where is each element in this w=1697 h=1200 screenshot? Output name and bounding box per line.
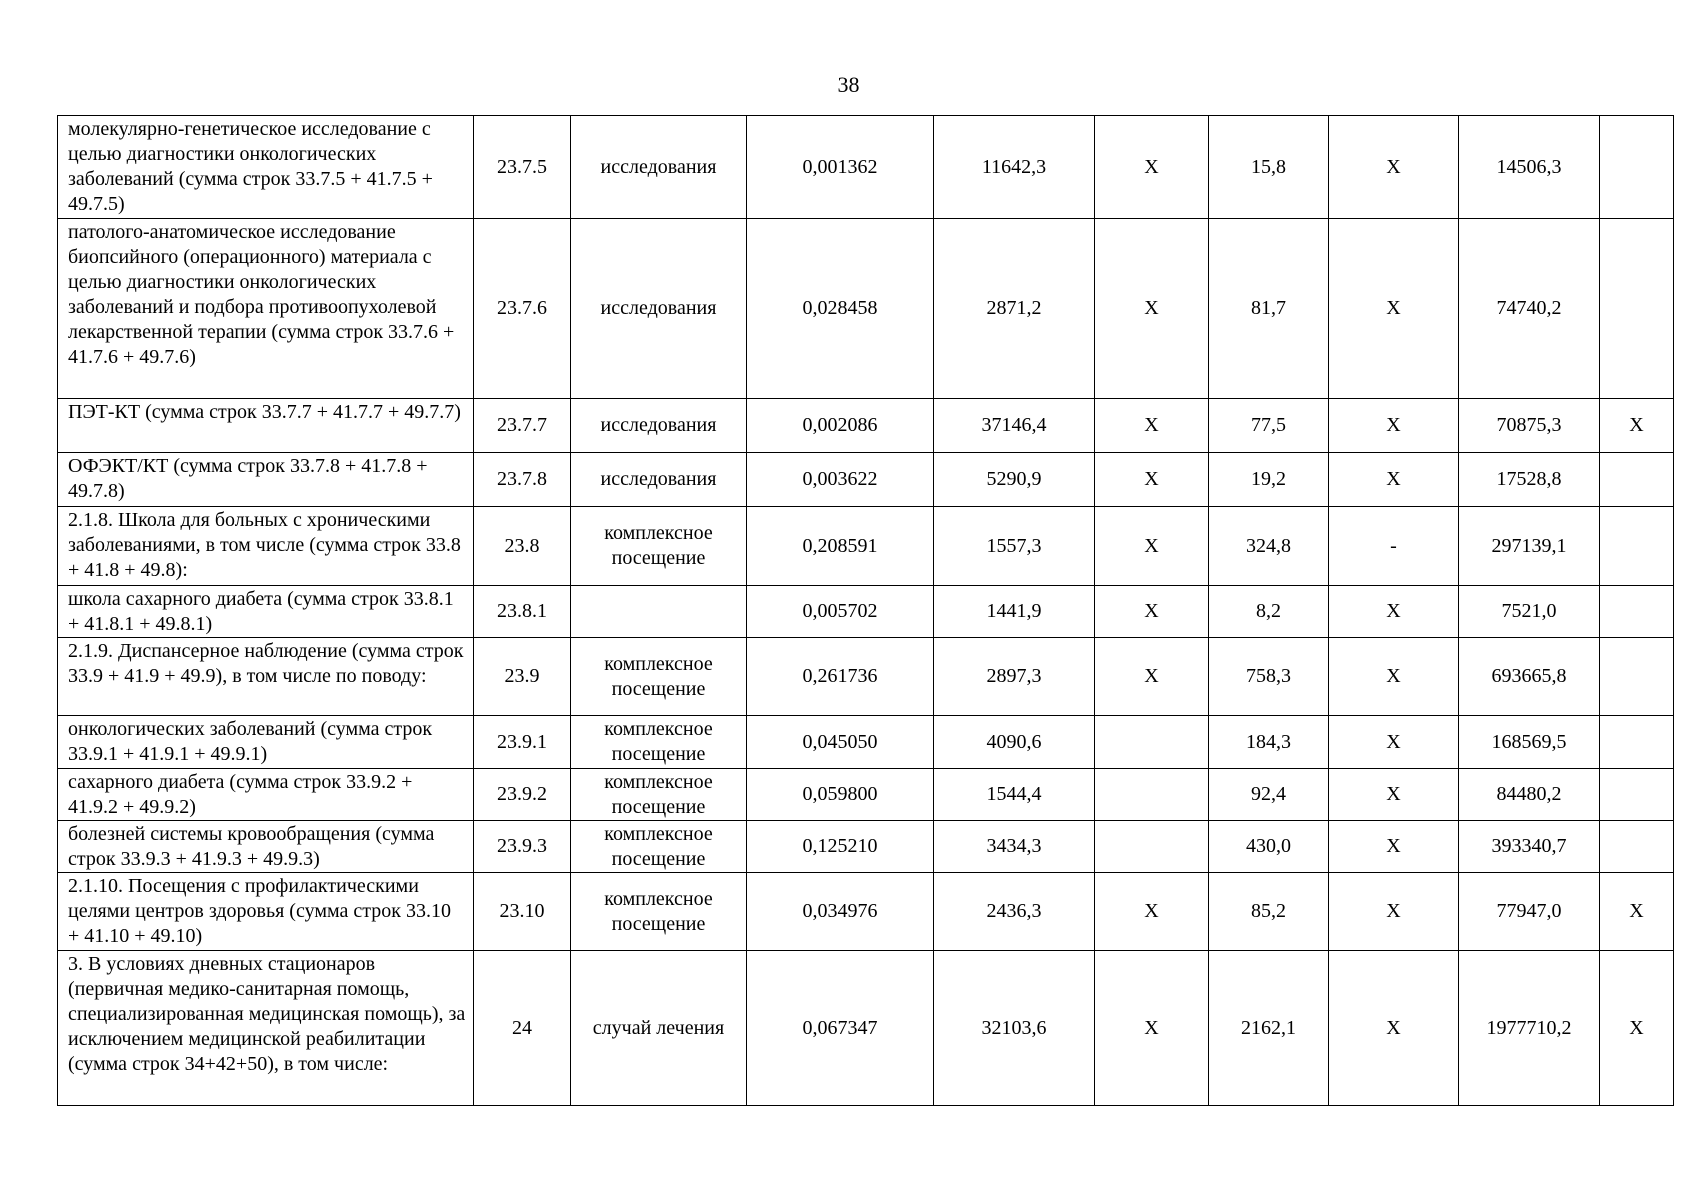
row-code-cell: 23.8 [474,507,571,586]
row-norm-cell: 0,045050 [747,716,934,769]
row-unit-cell: комплексное посещение [571,873,747,951]
row-col7-cell: 2162,1 [1209,951,1329,1106]
row-name-cell: онкологических заболеваний (сумма строк 33.9.1 + 41.9.1 + 49.9.1) [58,716,474,769]
row-col9-cell: 17528,8 [1459,453,1600,507]
table-row [58,638,1674,716]
row-col7-cell: 758,3 [1209,638,1329,716]
row-col8-cell: Х [1329,586,1459,638]
row-norm-cell: 0,028458 [747,219,934,399]
row-col9-cell: 693665,8 [1459,638,1600,716]
table-row [58,453,1674,507]
row-col7-cell: 92,4 [1209,769,1329,821]
row-cost-cell: 11642,3 [934,116,1095,219]
row-name-cell: 2.1.9. Диспансерное наблюдение (сумма строк 33.9 + 41.9 + 49.9), в том числе по поводу: [58,638,474,716]
row-col7-cell: 8,2 [1209,586,1329,638]
row-cost-cell: 32103,6 [934,951,1095,1106]
row-norm-cell: 0,034976 [747,873,934,951]
row-norm-cell: 0,067347 [747,951,934,1106]
row-norm-cell: 0,059800 [747,769,934,821]
row-col9-cell: 84480,2 [1459,769,1600,821]
row-name-cell: 2.1.10. Посещения с профилактическими целями центров здоровья (сумма строк 33.10 + 41.10 + 49.10) [58,873,474,951]
row-col10-cell: Х [1600,873,1674,951]
table-row [58,716,1674,769]
row-unit-cell: исследования [571,399,747,453]
row-col7-cell: 184,3 [1209,716,1329,769]
row-col8-cell: Х [1329,769,1459,821]
row-name-cell: патолого-анатомическое исследование биопсийного (операционного) материала с целью диагностики онкологических заболеваний и подбора противоопухолевой лекарственной терапии (сумма строк 33.7.6 + 41.7.6 + 49.7.6) [58,219,474,399]
row-code-cell: 23.10 [474,873,571,951]
row-col6-cell [1095,769,1209,821]
row-col6-cell: Х [1095,586,1209,638]
table-row [58,769,1674,821]
row-col6-cell: Х [1095,507,1209,586]
table-row [58,951,1674,1106]
row-col10-cell [1600,821,1674,873]
row-code-cell: 23.7.8 [474,453,571,507]
row-norm-cell: 0,261736 [747,638,934,716]
row-col8-cell: Х [1329,716,1459,769]
row-col6-cell: Х [1095,951,1209,1106]
table-row [58,219,1674,399]
row-col7-cell: 77,5 [1209,399,1329,453]
row-col10-cell [1600,507,1674,586]
row-name-cell: сахарного диабета (сумма строк 33.9.2 + 41.9.2 + 49.9.2) [58,769,474,821]
row-name-cell: ОФЭКТ/КТ (сумма строк 33.7.8 + 41.7.8 + 49.7.8) [58,453,474,507]
row-col6-cell: Х [1095,116,1209,219]
table-row [58,873,1674,951]
row-col6-cell: Х [1095,638,1209,716]
row-cost-cell: 1557,3 [934,507,1095,586]
row-col8-cell: Х [1329,219,1459,399]
row-cost-cell: 4090,6 [934,716,1095,769]
row-name-cell: ПЭТ-КТ (сумма строк 33.7.7 + 41.7.7 + 49.7.7) [58,399,474,453]
row-cost-cell: 2897,3 [934,638,1095,716]
row-unit-cell: исследования [571,219,747,399]
row-norm-cell: 0,001362 [747,116,934,219]
table-row [58,116,1674,219]
row-col8-cell: Х [1329,399,1459,453]
row-col9-cell: 393340,7 [1459,821,1600,873]
row-cost-cell: 37146,4 [934,399,1095,453]
row-name-cell: молекулярно-генетическое исследование с целью диагностики онкологических заболеваний (сумма строк 33.7.5 + 41.7.5 + 49.7.5) [58,116,474,219]
row-name-cell: школа сахарного диабета (сумма строк 33.8.1 + 41.8.1 + 49.8.1) [58,586,474,638]
row-col9-cell: 7521,0 [1459,586,1600,638]
page-number: 38 [837,72,860,97]
row-col8-cell: Х [1329,873,1459,951]
row-col7-cell: 19,2 [1209,453,1329,507]
row-col10-cell [1600,586,1674,638]
row-col9-cell: 1977710,2 [1459,951,1600,1106]
row-norm-cell: 0,208591 [747,507,934,586]
row-unit-cell: исследования [571,116,747,219]
row-code-cell: 23.9.2 [474,769,571,821]
row-code-cell: 23.9 [474,638,571,716]
row-unit-cell: комплексное посещение [571,769,747,821]
row-norm-cell: 0,005702 [747,586,934,638]
row-col6-cell [1095,716,1209,769]
row-col9-cell: 74740,2 [1459,219,1600,399]
row-unit-cell: комплексное посещение [571,821,747,873]
row-col8-cell: Х [1329,638,1459,716]
row-code-cell: 23.9.1 [474,716,571,769]
row-code-cell: 23.9.3 [474,821,571,873]
row-col7-cell: 324,8 [1209,507,1329,586]
row-cost-cell: 2871,2 [934,219,1095,399]
row-norm-cell: 0,125210 [747,821,934,873]
row-col8-cell: Х [1329,951,1459,1106]
row-col10-cell [1600,453,1674,507]
row-code-cell: 23.7.7 [474,399,571,453]
row-col8-cell: Х [1329,821,1459,873]
row-col7-cell: 85,2 [1209,873,1329,951]
row-col10-cell [1600,116,1674,219]
row-unit-cell [571,586,747,638]
row-col6-cell: Х [1095,873,1209,951]
row-col10-cell: Х [1600,399,1674,453]
row-col7-cell: 430,0 [1209,821,1329,873]
row-unit-cell: комплексное посещение [571,716,747,769]
row-cost-cell: 3434,3 [934,821,1095,873]
row-col9-cell: 77947,0 [1459,873,1600,951]
row-col6-cell: Х [1095,453,1209,507]
row-col8-cell: - [1329,507,1459,586]
row-cost-cell: 2436,3 [934,873,1095,951]
row-col10-cell [1600,769,1674,821]
row-cost-cell: 1441,9 [934,586,1095,638]
row-col7-cell: 15,8 [1209,116,1329,219]
row-norm-cell: 0,003622 [747,453,934,507]
row-col10-cell [1600,716,1674,769]
table-row [58,399,1674,453]
row-col8-cell: Х [1329,453,1459,507]
table-row [58,586,1674,638]
row-col10-cell [1600,638,1674,716]
row-code-cell: 23.8.1 [474,586,571,638]
row-col6-cell: Х [1095,219,1209,399]
row-col8-cell: Х [1329,116,1459,219]
row-col10-cell: Х [1600,951,1674,1106]
row-norm-cell: 0,002086 [747,399,934,453]
data-table [57,115,1674,1106]
row-cost-cell: 5290,9 [934,453,1095,507]
row-col10-cell [1600,219,1674,399]
row-unit-cell: комплексное посещение [571,507,747,586]
row-col9-cell: 14506,3 [1459,116,1600,219]
table-row [58,507,1674,586]
row-col9-cell: 70875,3 [1459,399,1600,453]
row-col6-cell: Х [1095,399,1209,453]
row-col7-cell: 81,7 [1209,219,1329,399]
row-code-cell: 23.7.5 [474,116,571,219]
row-name-cell: болезней системы кровообращения (сумма строк 33.9.3 + 41.9.3 + 49.9.3) [58,821,474,873]
row-col9-cell: 168569,5 [1459,716,1600,769]
row-code-cell: 23.7.6 [474,219,571,399]
row-col9-cell: 297139,1 [1459,507,1600,586]
row-unit-cell: случай лечения [571,951,747,1106]
row-cost-cell: 1544,4 [934,769,1095,821]
row-code-cell: 24 [474,951,571,1106]
row-name-cell: 3. В условиях дневных стационаров (первичная медико-санитарная помощь, специализированная медицинская помощь), за исключением медицинской реабилитации (сумма строк 34+42+50), в том числе: [58,951,474,1106]
row-unit-cell: исследования [571,453,747,507]
table-row [58,821,1674,873]
row-unit-cell: комплексное посещение [571,638,747,716]
row-col6-cell [1095,821,1209,873]
row-name-cell: 2.1.8. Школа для больных с хроническими заболеваниями, в том числе (сумма строк 33.8 + 41.8 + 49.8): [58,507,474,586]
